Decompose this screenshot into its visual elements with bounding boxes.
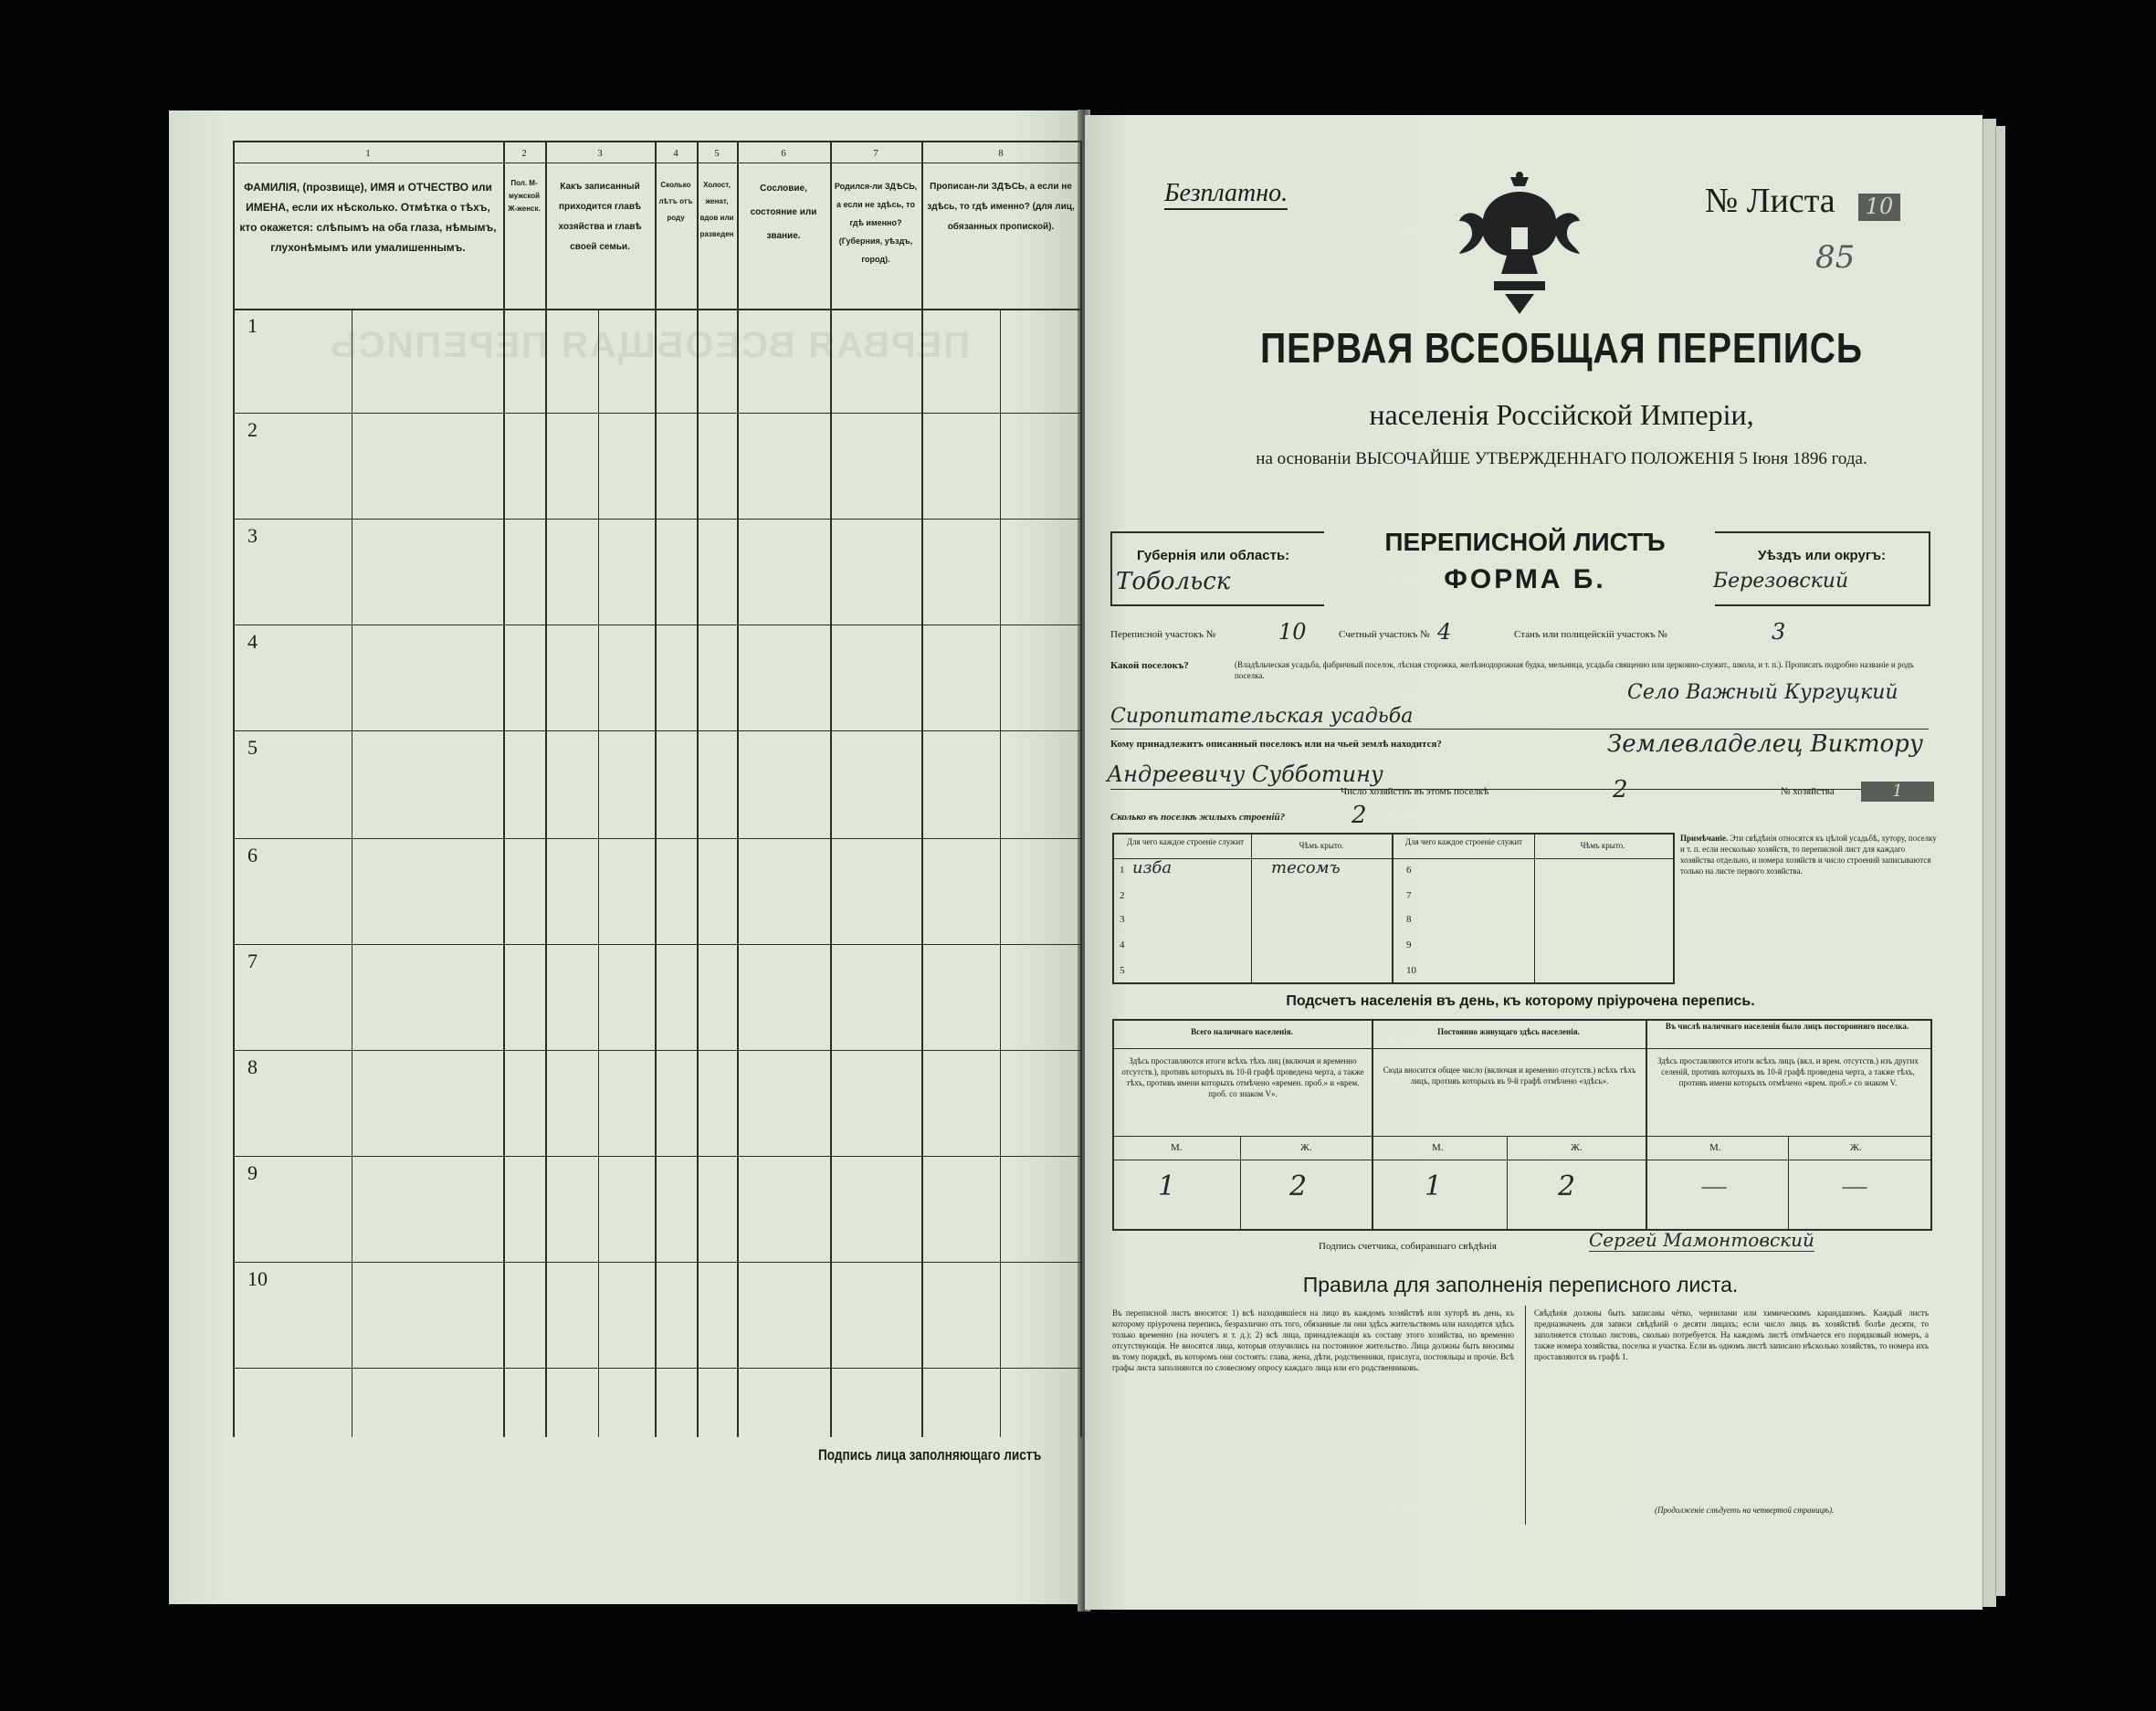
buildings-head-use: Для чего каждое строеніе служит xyxy=(1404,837,1523,846)
count-col-head: Всего наличнаго населенія. xyxy=(1191,1027,1293,1036)
sheet-number-value: 10 xyxy=(1858,194,1900,221)
row-number: 9 xyxy=(247,1161,258,1184)
pencil-number: 85 xyxy=(1815,239,1856,276)
page-subtitle: населенія Россійской Имперіи, xyxy=(1369,398,1754,431)
signature-label: Подпись лица заполняющаго листъ xyxy=(818,1446,1042,1464)
row-number: 4 xyxy=(247,630,258,653)
building-use: изба xyxy=(1132,858,1173,877)
rule-line xyxy=(1112,858,1673,859)
households-value: 2 xyxy=(1613,776,1628,803)
rules-right-text: Свѣдѣнія должны быть записаны чётко, чернилами или химическимъ карандашомъ. Каждый листъ предназначенъ для записи свѣдѣній о десяти лицахъ; если число лицъ въ хозяйствѣ болѣе десяти, то заполняется столько листовъ, сколько потребуется. На каждомъ листѣ отмѣчается его порядковый номеръ, а также номера хозяйства, поселка и участка. Если въ одномъ листѣ записано нѣсколько хозяйствъ, то номера ихъ проставляются въ графѣ 1. xyxy=(1534,1308,1929,1361)
sex-value: 2 xyxy=(1558,1170,1576,1202)
note-text: Эти свѣдѣнія относятся къ цѣлой усадьбѣ, хутору, поселку и т. п. если несколько хозяйств, то переписной лист для каждаго хозяйства отдельно, и номера хозяйств и число строений записываются только на листе первого хозяйства. xyxy=(1680,834,1937,876)
settlement-value-2: Сиропитательская усадьба xyxy=(1110,705,1414,728)
column-header-birthplace: Родился-ли ЗДѢСЬ, а если не здѣсь, то гдѣ именно? (Губерния, уѣздъ, город). xyxy=(834,182,918,264)
row-number: 3 xyxy=(247,524,258,547)
settlement-value: Село Важный Кургуцкий xyxy=(1627,681,1898,704)
settlement-hint: (Владѣльческая усадьба, фабричный поселок, лѣсная сторожка, желѣзнодорожная будка, мельница, усадьба священно или церковно-служит., школа, и т. п.). Прописать подробно названіе и родъ поселка. xyxy=(1235,660,1914,680)
row-number: 8 xyxy=(247,1055,258,1078)
stan-value: 3 xyxy=(1772,619,1786,645)
buildings-head-roof: Чѣмъ крыто. xyxy=(1299,841,1344,850)
count-col-text: Сюда вносится общее число (включая и временно отсутств.) всѣхъ тѣхъ лицъ, противъ которыхъ въ 9-й графѣ отмѣчено «здѣсь». xyxy=(1383,1065,1636,1086)
sex-label: М. xyxy=(1171,1142,1183,1153)
count-col-text: Здѣсь проставляются итоги всѣхъ лицъ (вкл. и врем. отсутств.) изъ других селеній, противъ которыхъ въ 10-й графѣ проведена черта, а также тѣхъ, противъ имени которыхъ отмѣчено «врем. проб.» со знаком V. xyxy=(1657,1056,1919,1087)
bleed-through-text: ПЕРВАЯ ВСЕОБЩАЯ ПЕРЕПИСЬ xyxy=(329,325,970,365)
sex-label: Ж. xyxy=(1300,1142,1312,1153)
counting-precinct-value: 4 xyxy=(1437,619,1452,645)
households-label: Число хозяйствъ въ этомъ поселкѣ xyxy=(1341,786,1489,797)
form-title: ПЕРЕПИСНОЙ ЛИСТЪ xyxy=(1384,528,1666,556)
rule-line xyxy=(1507,1136,1508,1231)
column-header-registration: Прописан-ли ЗДѢСЬ, а если не здѣсь, то гдѣ именно? (для лиц, обязанных пропиской). xyxy=(927,182,1075,232)
sex-value: 2 xyxy=(1289,1170,1308,1202)
row-number: 6 xyxy=(247,844,258,866)
row-number: 5 xyxy=(247,736,258,759)
building-row-number: 6 xyxy=(1406,865,1412,876)
rule-line xyxy=(1112,1048,1930,1049)
census-precinct-label: Переписной участокъ № xyxy=(1110,629,1216,640)
sheet-number-label: № Листа xyxy=(1705,182,1835,220)
column-header-sex: Пол. М-мужской Ж-женск. xyxy=(508,179,541,213)
count-title: Подсчетъ населенія въ день, къ которому пріурочена перепись. xyxy=(1286,993,1755,1009)
building-roof: тесомъ xyxy=(1271,858,1341,877)
building-row-number: 5 xyxy=(1120,965,1125,976)
building-row-number: 2 xyxy=(1120,890,1125,901)
counting-precinct-label: Счетный участокъ № xyxy=(1339,629,1430,640)
owner-label: Кому принадлежитъ описанный поселокъ или на чьей землѣ находится? xyxy=(1110,739,1442,750)
column-number: 6 xyxy=(781,148,786,159)
stan-label: Станъ или полицейскій участокъ № xyxy=(1514,629,1667,640)
continued-note: (Продолженіе слѣдуетъ на четвертой страницѣ). xyxy=(1655,1506,1835,1515)
rule-line xyxy=(1240,1136,1241,1231)
building-row-number: 8 xyxy=(1406,914,1412,925)
counter-signature-value: Сергей Мамонтовский xyxy=(1589,1229,1814,1251)
province-label: Губернія или область: xyxy=(1137,548,1290,563)
count-col-text: Здѣсь проставляются итоги всѣхъ тѣхъ лиц (включая и временно отсутств.), противъ которыхъ въ 10-й графѣ проведена черта, а также тѣхъ, противъ имени которыхъ отмѣчено «времен. проб.» и «врем. проб. со знаком V». xyxy=(1121,1056,1364,1098)
rule-line xyxy=(1372,1019,1373,1231)
column-number: 4 xyxy=(673,148,678,159)
count-table xyxy=(1112,1019,1932,1231)
settlement-label: Какой поселокъ? xyxy=(1110,660,1189,671)
count-col-head: Постоянно живущаго здѣсь населенія. xyxy=(1437,1027,1580,1036)
column-number: 7 xyxy=(873,148,878,159)
district-box xyxy=(1715,531,1930,606)
household-no-value: 1 xyxy=(1861,782,1934,802)
household-no-label: № хозяйства xyxy=(1781,786,1835,797)
column-number: 8 xyxy=(998,148,1004,159)
page-edge xyxy=(1982,119,1996,1607)
rule-line xyxy=(1392,833,1394,984)
sex-label: М. xyxy=(1432,1142,1444,1153)
district-label: Уѣздъ или округъ: xyxy=(1758,548,1887,563)
column-header-marital: Холост, женат, вдов или разведен xyxy=(699,181,734,238)
column-header-name: ФАМИЛІЯ, (прозвище), ИМЯ и ОТЧЕСТВО или ИМЕНА, если их нѣсколько. Отмѣтка о тѣхъ, кто окажется: слѣпымъ на оба глаза, нѣмымъ, глухонѣмымъ или умалишеннымъ. xyxy=(239,181,497,254)
row-number: 10 xyxy=(247,1267,268,1290)
sex-value: 1 xyxy=(1158,1170,1176,1202)
province-value: Тобольск xyxy=(1116,568,1231,595)
rule-line xyxy=(1646,1019,1647,1231)
counter-signature-label: Подпись счетчика, собиравшаго свѣдѣнія xyxy=(1319,1241,1497,1252)
buildings-label: Сколько въ поселкѣ жилыхъ строеній? xyxy=(1110,812,1286,823)
sex-label: Ж. xyxy=(1850,1142,1862,1153)
buildings-head-roof: Чѣмъ крыто. xyxy=(1580,841,1625,850)
row-number: 2 xyxy=(247,418,258,441)
rule-line xyxy=(1788,1136,1789,1231)
column-header-relation: Какъ записанный приходится главѣ хозяйства и главѣ своей семьи. xyxy=(558,182,642,252)
column-number: 1 xyxy=(365,148,371,159)
column-number: 5 xyxy=(714,148,720,159)
building-row-number: 1 xyxy=(1120,865,1125,876)
page-edge xyxy=(1995,126,2005,1596)
sex-value: 1 xyxy=(1425,1170,1443,1202)
building-row-number: 10 xyxy=(1406,965,1416,976)
column-number: 2 xyxy=(521,148,527,159)
building-row-number: 7 xyxy=(1406,890,1412,901)
rule-line xyxy=(1525,1306,1526,1525)
buildings-value: 2 xyxy=(1351,802,1367,829)
form-name: ФОРМА Б. xyxy=(1444,564,1606,594)
sex-value: — xyxy=(1700,1170,1728,1202)
rule-line xyxy=(1251,833,1252,984)
buildings-table xyxy=(1112,833,1675,984)
rule-line xyxy=(1110,729,1929,730)
buildings-note xyxy=(1680,833,1938,979)
owner-value-2: Андреевичу Субботину xyxy=(1107,761,1383,787)
row-number: 7 xyxy=(247,950,258,972)
building-row-number: 4 xyxy=(1120,939,1125,950)
sex-value: — xyxy=(1841,1170,1868,1202)
rules-title: Правила для заполненія переписного листа. xyxy=(1302,1273,1739,1296)
rule-line xyxy=(1112,1136,1930,1137)
row-number: 1 xyxy=(247,314,258,337)
double-headed-eagle-emblem xyxy=(1457,170,1582,316)
building-row-number: 3 xyxy=(1120,914,1125,925)
sex-label: Ж. xyxy=(1571,1142,1583,1153)
census-precinct-value: 10 xyxy=(1278,619,1307,645)
count-col-head: Въ числѣ наличнаго населенія было лицъ посторонняго поселка. xyxy=(1665,1022,1909,1031)
column-number: 3 xyxy=(597,148,603,159)
page-title: ПЕРВАЯ ВСЕОБЩАЯ ПЕРЕПИСЬ xyxy=(1260,324,1863,372)
buildings-head-use: Для чего каждое строеніе служит xyxy=(1126,837,1245,846)
column-header-age: Сколько лѣтъ отъ роду xyxy=(658,181,693,222)
rules-left-text: Въ переписной листъ вносятся: 1) всѣ находившіеся на лицо въ каждомъ хозяйствѣ или хуторѣ въ день, къ которому пріурочена перепись, безразлично отъ того, обязанные ли они здѣсь жительствомъ или находятся здѣсь только временно (на ночлегъ и т. д.); 2) всѣ лица, принадлежащія къ составу этого хозяйства, но временно отсутствующія. Не вносятся лица, которыя отлучились на постоянное жительство. Лица должны быть вносимы въ тому порядкѣ, въ которомъ они состоятъ: глава, жена, дѣти, родственники, прислуга, постояльцы и прочіе. Всѣ графы листа заполняются по словесному опросу каждаго лица или его родственниковъ. xyxy=(1112,1308,1514,1372)
persons-table xyxy=(233,141,1082,1437)
rule-line xyxy=(1534,833,1535,984)
building-row-number: 9 xyxy=(1406,939,1412,950)
sex-label: М. xyxy=(1709,1142,1721,1153)
district-value: Березовский xyxy=(1713,570,1849,593)
owner-value: Землевладелец Виктору xyxy=(1607,730,1923,758)
free-label: Безплатно. xyxy=(1164,179,1288,210)
column-header-estate: Сословие, состояние или звание. xyxy=(750,184,817,241)
basis-line: на основаніи ВЫСОЧАЙШЕ УТВЕРЖДЕННАГО ПОЛОЖЕНІЯ 5 Іюня 1896 года. xyxy=(1256,449,1867,468)
note-label: Примѣчаніе. xyxy=(1680,834,1729,843)
